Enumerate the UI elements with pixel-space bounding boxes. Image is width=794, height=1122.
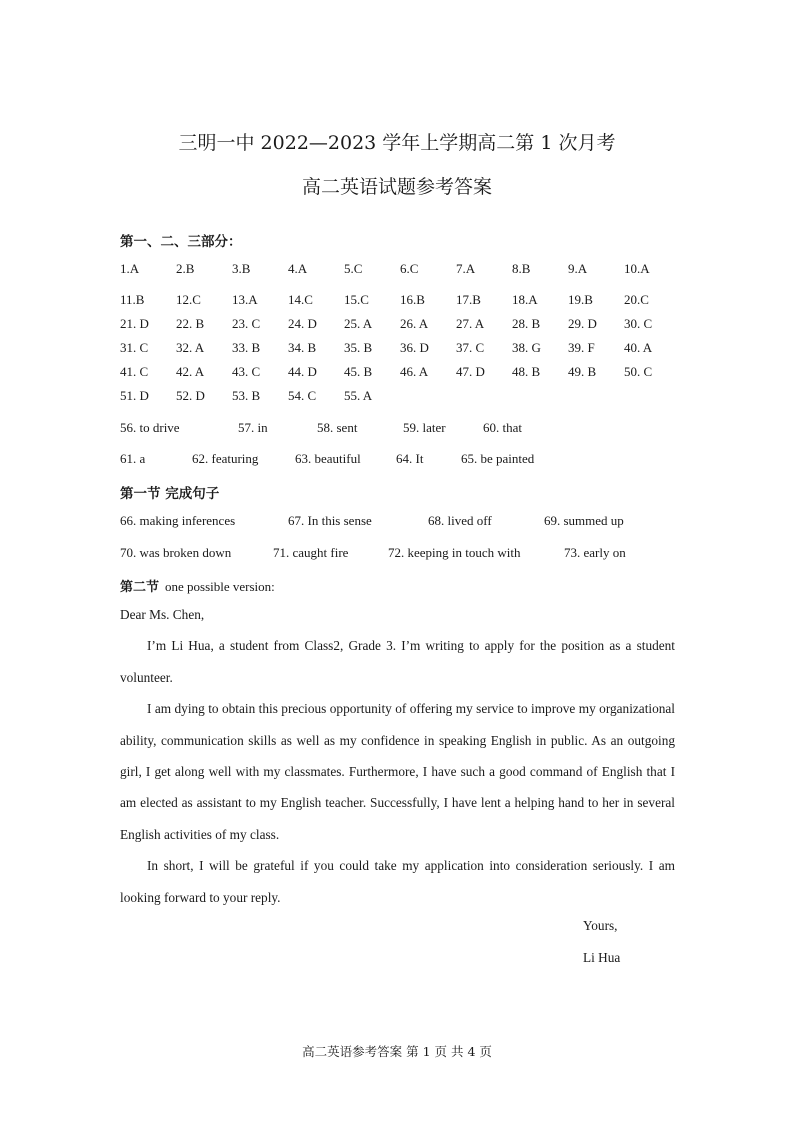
mc-answer: 15.C	[344, 292, 369, 307]
answer-item: 59. later	[403, 420, 446, 435]
mc-answer: 39. F	[568, 340, 595, 355]
mc-answer: 2.B	[176, 261, 195, 276]
answer-item: 70. was broken down	[120, 545, 232, 560]
answer-item: 67. In this sense	[288, 513, 372, 528]
answer-item: 57. in	[238, 420, 268, 435]
mc-answer: 55. A	[344, 388, 373, 403]
mc-answer: 47. D	[456, 364, 485, 379]
mc-answer: 28. B	[512, 316, 541, 331]
mc-answer: 29. D	[568, 316, 597, 331]
answer-item: 62. featuring	[192, 451, 259, 466]
mc-answer: 3.B	[232, 261, 251, 276]
section2-subtitle: one possible version:	[165, 579, 275, 594]
mc-answer: 27. A	[456, 316, 485, 331]
mc-answer: 19.B	[568, 292, 593, 307]
mc-answer: 9.A	[568, 261, 588, 276]
mc-answer: 11.B	[120, 292, 145, 307]
mc-answer: 21. D	[120, 316, 149, 331]
mc-answer: 49. B	[568, 364, 597, 379]
mc-answer: 17.B	[456, 292, 481, 307]
mc-answer: 53. B	[232, 388, 261, 403]
essay-paragraph: In short, I will be grateful if you could take my application into consideration seriously. I am looking forward to your reply.	[120, 858, 675, 905]
answer-item: 72. keeping in touch with	[388, 545, 521, 560]
mc-answer: 31. C	[120, 340, 149, 355]
mc-answer: 6.C	[400, 261, 419, 276]
mc-answer: 34. B	[288, 340, 317, 355]
section1-heading: 第一节 完成句子	[120, 486, 220, 502]
mc-answer: 16.B	[400, 292, 425, 307]
mc-answer: 7.A	[456, 261, 476, 276]
answer-item: 69. summed up	[544, 513, 624, 528]
mc-answer: 52. D	[176, 388, 205, 403]
mc-answer: 36. D	[400, 340, 429, 355]
mc-answer: 23. C	[232, 316, 261, 331]
page-subtitle: 高二英语试题参考答案	[301, 176, 492, 198]
mc-answer: 42. A	[176, 364, 205, 379]
essay-signature: Li Hua	[583, 950, 621, 965]
mc-answer: 22. B	[176, 316, 205, 331]
essay-salutation: Dear Ms. Chen,	[120, 607, 205, 622]
mc-answer: 5.C	[344, 261, 363, 276]
essay-paragraph: I am dying to obtain this precious opportunity of offering my service to improve my organizational ability, communication skills as well as my confidence in speaking English in public. As an outgoing girl, I get along well with my classmates. Furthermore, I have such a good command of English that I am elected as assistant to my English teacher. Successfully, I have lent a helping hand to her in several English activities of my class.	[120, 701, 675, 842]
answer-item: 63. beautiful	[295, 451, 361, 466]
mc-answer: 48. B	[512, 364, 541, 379]
mc-answer: 54. C	[288, 388, 317, 403]
mc-answer: 18.A	[512, 292, 538, 307]
essay-closing: Yours,	[583, 918, 618, 933]
essay-paragraph: I’m Li Hua, a student from Class2, Grade 3. I’m writing to apply for the position as a student volunteer.	[120, 638, 675, 685]
answer-item: 65. be painted	[461, 451, 535, 466]
mc-answer: 51. D	[120, 388, 149, 403]
mc-answer: 12.C	[176, 292, 201, 307]
mc-answer: 38. G	[512, 340, 541, 355]
section2-heading	[120, 576, 275, 595]
answer-item: 73. early on	[564, 545, 626, 560]
model-essay	[120, 599, 675, 913]
mc-answer: 30. C	[624, 316, 653, 331]
mc-answer: 8.B	[512, 261, 531, 276]
answer-item: 61. a	[120, 451, 146, 466]
mc-answer: 26. A	[400, 316, 429, 331]
mc-answer: 32. A	[176, 340, 205, 355]
mc-answer: 37. C	[456, 340, 485, 355]
part1-heading: 第一、二、三部分：	[120, 234, 242, 250]
answer-item: 58. sent	[317, 420, 358, 435]
mc-answer: 33. B	[232, 340, 261, 355]
section2-label: 第二节	[120, 580, 160, 595]
answer-item: 60. that	[483, 420, 522, 435]
mc-answer: 20.C	[624, 292, 649, 307]
mc-answer: 25. A	[344, 316, 373, 331]
mc-answer: 4.A	[288, 261, 308, 276]
answer-item: 64. It	[396, 451, 424, 466]
mc-answer: 45. B	[344, 364, 373, 379]
mc-answer: 44. D	[288, 364, 317, 379]
answer-item: 68. lived off	[428, 513, 492, 528]
mc-answer: 35. B	[344, 340, 373, 355]
mc-answer: 40. A	[624, 340, 653, 355]
mc-answer: 1.A	[120, 261, 140, 276]
answer-item: 56. to drive	[120, 420, 180, 435]
answer-item: 71. caught fire	[273, 545, 349, 560]
mc-answer: 41. C	[120, 364, 149, 379]
page-footer: 高二英语参考答案 第 1 页 共 4 页	[302, 1044, 492, 1059]
page-title: 三明一中 2022—2023 学年上学期高二第 1 次月考	[178, 132, 616, 154]
mc-answer: 50. C	[624, 364, 653, 379]
mc-answer: 43. C	[232, 364, 261, 379]
mc-answer: 13.A	[232, 292, 258, 307]
mc-answer: 10.A	[624, 261, 650, 276]
mc-answer: 24. D	[288, 316, 317, 331]
mc-answer: 46. A	[400, 364, 429, 379]
mc-answer: 14.C	[288, 292, 313, 307]
answer-item: 66. making inferences	[120, 513, 236, 528]
